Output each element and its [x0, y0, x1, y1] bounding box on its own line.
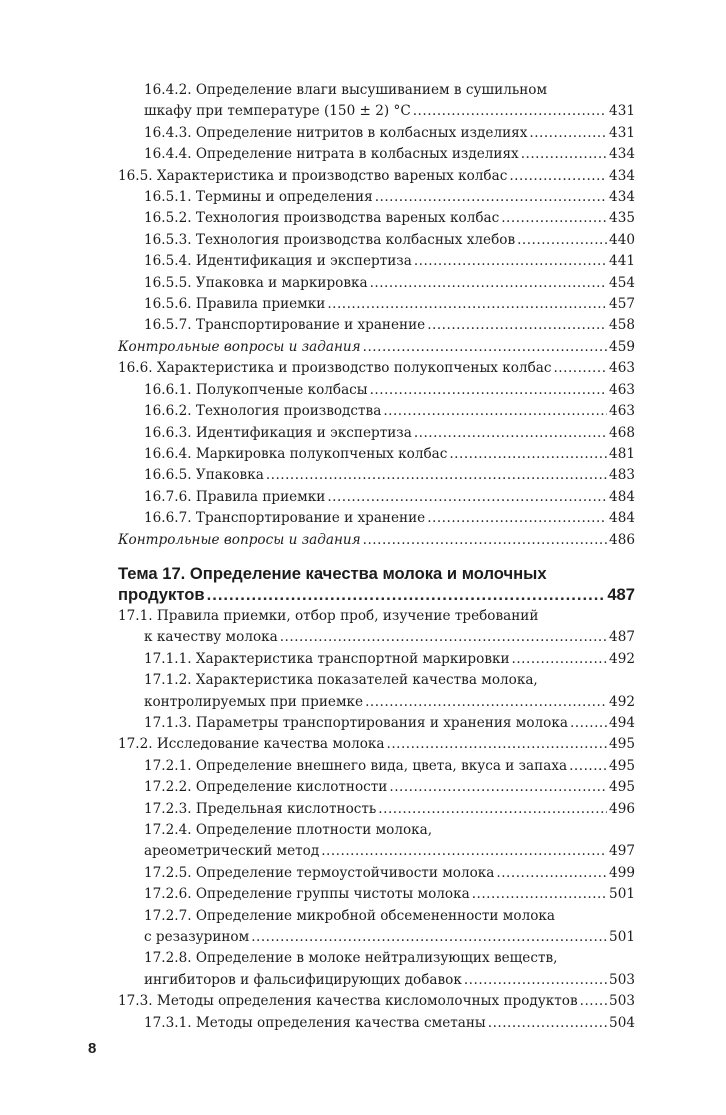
toc-entry-text: 17.3. Методы определения качества кисломолочных продуктов — [118, 993, 578, 1010]
dot-leader — [427, 508, 607, 529]
dot-leader — [207, 584, 606, 605]
toc-entry-text: 16.6.5. Упаковка — [144, 467, 264, 484]
dot-leader — [365, 692, 607, 713]
dot-leader — [280, 627, 607, 648]
toc-entry-text: 17.2.8. Определение в молоке нейтрализующих веществ, — [144, 950, 558, 967]
toc-entry-text: продуктов — [118, 584, 205, 604]
toc-entry-text: 17.2. Исследование качества молока — [118, 736, 385, 753]
dot-leader — [375, 187, 607, 208]
dot-leader — [580, 991, 607, 1012]
toc-page-number: 503 — [609, 971, 635, 988]
page-number: 8 — [88, 1040, 97, 1057]
toc-entry — [118, 756, 635, 777]
toc-entry-text: 17.2.7. Определение микробной обсемененности молока — [144, 907, 555, 924]
toc-entry — [118, 487, 635, 508]
toc-page-number: 463 — [609, 381, 635, 398]
toc-entry-text: 17.2.1. Определение внешнего вида, цвета, вкуса и запаха — [144, 757, 568, 774]
toc-entry-text: 16.6.2. Технология производства — [144, 403, 382, 420]
toc-page-number: 458 — [609, 317, 635, 334]
toc-entry-text: 16.6.7. Транспортирование и хранение — [144, 510, 426, 527]
toc-entry-text: 16.4.4. Определение нитрата в колбасных изделиях — [144, 146, 519, 163]
dot-leader — [529, 123, 607, 144]
toc-page-number: 484 — [609, 510, 635, 527]
toc-entry-text: 16.5.6. Правила приемки — [144, 296, 326, 313]
dot-leader — [488, 1013, 607, 1034]
toc-entry — [118, 799, 635, 820]
toc-page-number: 431 — [609, 103, 635, 120]
toc-page-number: 487 — [607, 584, 635, 604]
toc-entry — [118, 144, 635, 165]
toc-entry — [118, 380, 635, 401]
toc-page-number: 499 — [609, 864, 635, 881]
dot-leader — [496, 863, 607, 884]
toc-entry-text: Тема 17. Определение качества молока и молочных — [118, 563, 547, 583]
toc-entry — [118, 358, 635, 379]
toc-entry-text: 16.6. Характеристика и производство полукопченых колбас — [118, 360, 552, 377]
toc-entry-text: контролируемых при приемке — [144, 693, 364, 710]
dot-leader — [472, 884, 607, 905]
toc-page-number: 434 — [609, 146, 635, 163]
toc-page-number: 501 — [609, 929, 635, 946]
toc-entry — [118, 649, 635, 670]
dot-leader — [512, 649, 608, 670]
toc-page-number: 487 — [609, 629, 635, 646]
toc-entry-text: 16.4.2. Определение влаги высушиванием в сушильном — [144, 82, 548, 98]
toc-entry — [118, 948, 635, 991]
toc-entry — [118, 820, 635, 863]
dot-leader — [509, 166, 607, 187]
toc-entry-text: 16.5.4. Идентификация и экспертиза — [144, 253, 412, 270]
toc-page-number: 492 — [609, 650, 635, 667]
toc-entry — [118, 401, 635, 422]
toc-entry-text: с резазурином — [144, 929, 250, 946]
dot-leader — [370, 380, 607, 401]
dot-leader — [570, 713, 607, 734]
dot-leader — [251, 927, 607, 948]
toc-entry-text: 16.5. Характеристика и производство вареных колбас — [118, 167, 508, 184]
toc-page-number: 495 — [609, 757, 635, 774]
toc-entry — [118, 1013, 635, 1034]
toc-entry — [118, 444, 635, 465]
toc-page-number: 504 — [609, 1014, 635, 1031]
dot-leader — [553, 358, 607, 379]
toc-entry-text: 17.3.1. Методы определения качества сметаны — [144, 1014, 486, 1031]
toc-entry-text: 17.2.2. Определение кислотности — [144, 779, 388, 796]
toc-page-number: 468 — [609, 424, 635, 441]
toc-page-number: 494 — [609, 714, 635, 731]
dot-leader — [449, 444, 607, 465]
toc-entry-text: ареометрический метод — [144, 843, 320, 860]
dot-leader — [266, 465, 607, 486]
toc-page-number: 463 — [609, 360, 635, 377]
toc-entry-text: ингибиторов и фальсифицирующих добавок — [144, 971, 462, 988]
toc-entry-text: 17.2.3. Предельная кислотность — [144, 800, 377, 817]
dot-leader — [517, 230, 607, 251]
toc-entry — [118, 337, 635, 358]
toc-entry-text: Контрольные вопросы и задания — [118, 338, 361, 355]
toc-entry — [118, 166, 635, 187]
toc-entry — [118, 187, 635, 208]
toc-page-number: 440 — [609, 231, 635, 248]
toc-entry-text: 16.4.3. Определение нитритов в колбасных изделиях — [144, 124, 528, 141]
dot-leader — [378, 799, 607, 820]
toc-page-number: 457 — [609, 296, 635, 313]
toc-entry-text: к качеству молока — [144, 629, 278, 646]
toc-page-number: 454 — [609, 274, 635, 291]
toc-page-number: 503 — [609, 993, 635, 1010]
toc-entry-text: 17.2.6. Определение группы чистоты молока — [144, 886, 470, 903]
toc-entry-text: 16.5.7. Транспортирование и хранение — [144, 317, 426, 334]
toc-entry — [118, 606, 635, 649]
toc-entry-text: 16.6.3. Идентификация и экспертиза — [144, 424, 412, 441]
dot-leader — [370, 273, 607, 294]
dot-leader — [321, 841, 607, 862]
dot-leader — [414, 251, 607, 272]
dot-leader — [327, 487, 607, 508]
toc-entry — [118, 465, 635, 486]
toc-entry — [118, 508, 635, 529]
dot-leader — [363, 337, 607, 358]
dot-leader — [389, 777, 607, 798]
toc-entry-text: 17.1.3. Параметры транспортирования и хранения молока — [144, 714, 568, 731]
toc-entry-text: 17.2.4. Определение плотности молока, — [144, 822, 433, 838]
dot-leader — [363, 530, 607, 551]
table-of-contents — [118, 80, 635, 1034]
dot-leader — [521, 144, 607, 165]
dot-leader — [464, 970, 607, 991]
toc-page-number: 441 — [609, 253, 635, 270]
toc-entry-text: 17.1. Правила приемки, отбор проб, изучение требований — [118, 607, 539, 624]
toc-entry-text: Контрольные вопросы и задания — [118, 531, 361, 548]
toc-topic-heading — [118, 563, 635, 605]
toc-page-number: 484 — [609, 488, 635, 505]
toc-entry — [118, 423, 635, 444]
dot-leader — [327, 294, 607, 315]
dot-leader — [387, 734, 608, 755]
toc-page-number: 431 — [609, 124, 635, 141]
toc-entry — [118, 670, 635, 713]
toc-entry — [118, 991, 635, 1012]
dot-leader — [501, 208, 607, 229]
dot-leader — [427, 315, 607, 336]
toc-entry-text: 16.6.1. Полукопченые колбасы — [144, 381, 368, 398]
toc-entry — [118, 80, 635, 123]
toc-entry-text: 16.5.1. Термины и определения — [144, 189, 373, 206]
toc-entry — [118, 884, 635, 905]
toc-entry-text: 16.7.6. Правила приемки — [144, 488, 326, 505]
toc-entry — [118, 123, 635, 144]
toc-page-number: 495 — [609, 779, 635, 796]
toc-entry-text: 17.2.5. Определение термоустойчивости молока — [144, 864, 495, 881]
toc-page-number: 481 — [609, 445, 635, 462]
toc-entry — [118, 315, 635, 336]
toc-page-number: 495 — [609, 736, 635, 753]
toc-entry-text: 16.5.3. Технология производства колбасных хлебов — [144, 231, 516, 248]
toc-entry — [118, 273, 635, 294]
toc-entry-text: 17.1.1. Характеристика транспортной маркировки — [144, 650, 510, 667]
toc-entry — [118, 208, 635, 229]
toc-entry — [118, 713, 635, 734]
toc-page-number: 492 — [609, 693, 635, 710]
toc-entry — [118, 863, 635, 884]
dot-leader — [383, 401, 607, 422]
toc-page-number: 501 — [609, 886, 635, 903]
toc-page-number: 463 — [609, 403, 635, 420]
toc-page-number: 459 — [609, 338, 635, 355]
toc-entry-text: 16.6.4. Маркировка полукопченых колбас — [144, 445, 448, 462]
toc-entry — [118, 906, 635, 949]
toc-entry — [118, 294, 635, 315]
dot-leader — [414, 423, 607, 444]
toc-page-number: 434 — [609, 167, 635, 184]
toc-page-number: 434 — [609, 189, 635, 206]
toc-entry — [118, 251, 635, 272]
toc-entry-text: шкафу при температуре (150 ± 2) °С — [144, 103, 411, 120]
toc-entry-text: 16.5.5. Упаковка и маркировка — [144, 274, 368, 291]
toc-page-number: 497 — [609, 843, 635, 860]
toc-entry — [118, 777, 635, 798]
toc-entry-text: 17.1.2. Характеристика показателей качества молока, — [144, 672, 538, 689]
toc-entry — [118, 230, 635, 251]
toc-entry — [118, 734, 635, 755]
toc-entry-text: 16.5.2. Технология производства вареных колбас — [144, 210, 500, 227]
toc-page-number: 496 — [609, 800, 635, 817]
toc-page-number: 486 — [609, 531, 635, 548]
dot-leader — [569, 756, 607, 777]
dot-leader — [413, 101, 607, 122]
toc-page-number: 435 — [609, 210, 635, 227]
toc-page-number: 483 — [609, 467, 635, 484]
toc-entry — [118, 530, 635, 551]
